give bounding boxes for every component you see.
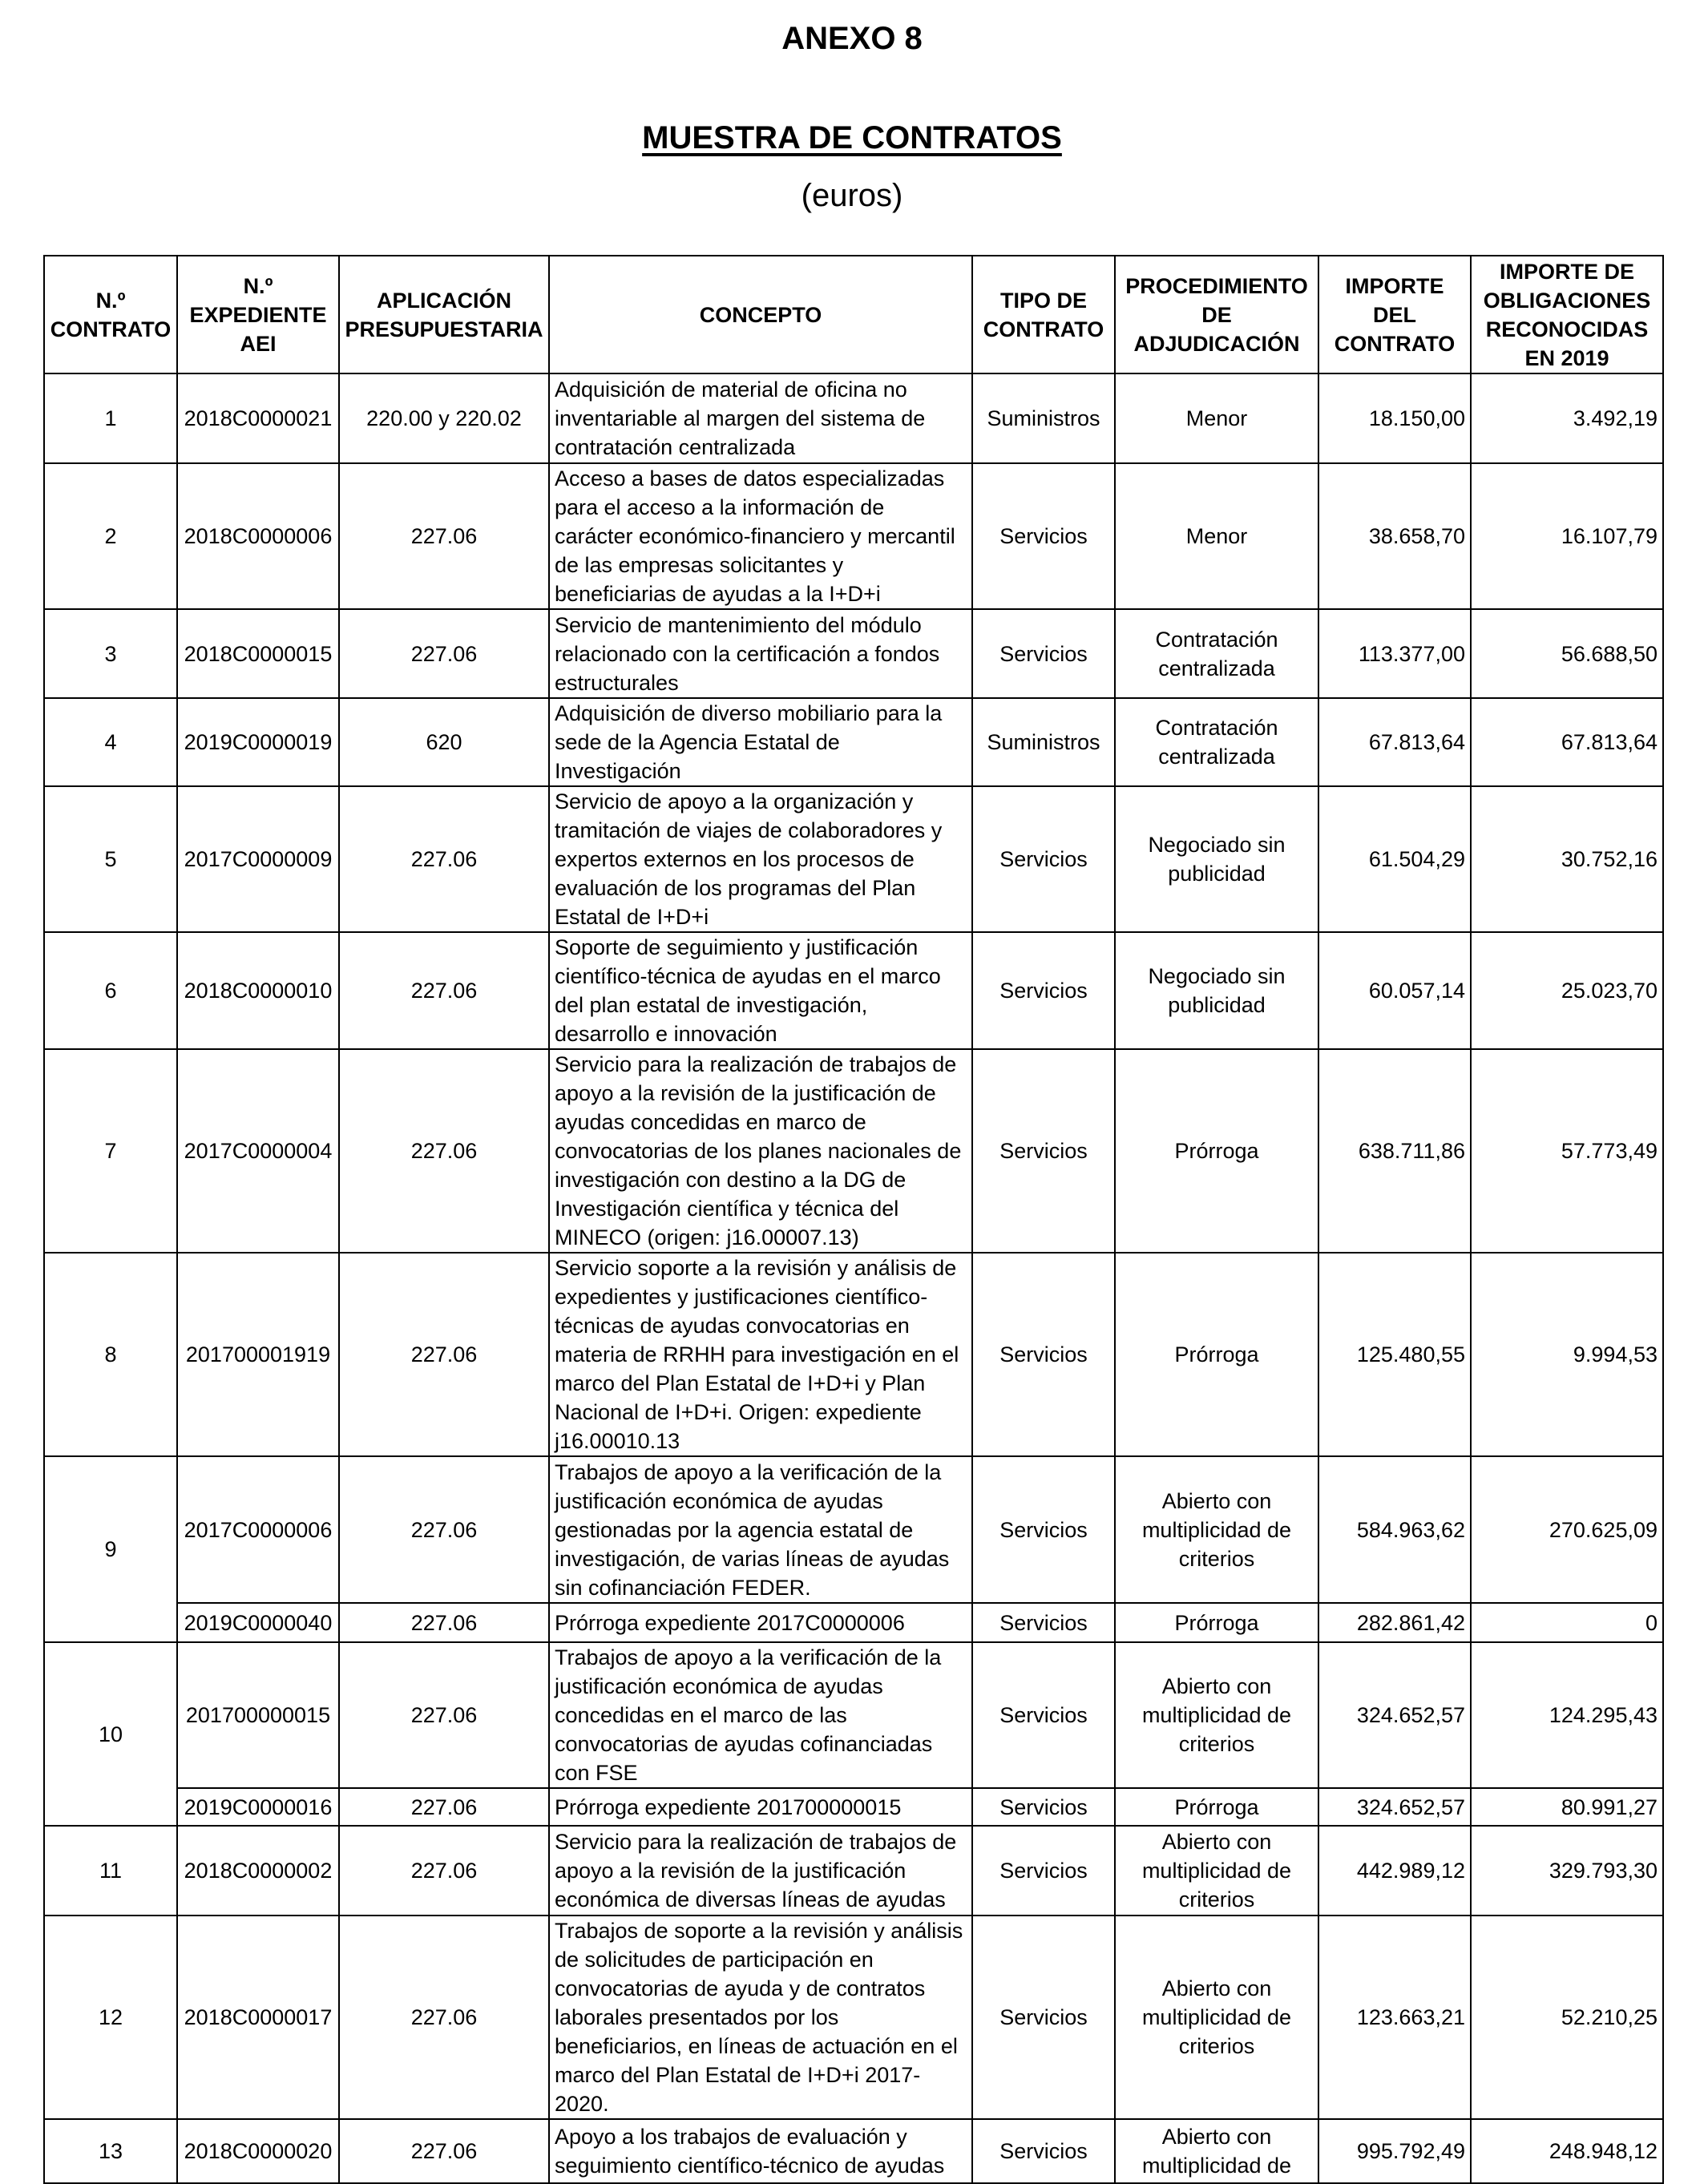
cell-contract-number: 13 (44, 2119, 177, 2183)
cell-importe: 67.813,64 (1318, 698, 1471, 786)
cell-tipo: Suministros (972, 373, 1115, 463)
cell-aplicacion: 227.06 (339, 1253, 549, 1456)
cell-procedimiento: Negociado sin publicidad (1115, 786, 1318, 932)
col-header-num: N.º CONTRATO (44, 256, 177, 373)
cell-expediente: 2018C0000021 (177, 373, 339, 463)
cell-expediente: 2019C0000040 (177, 1603, 339, 1642)
cell-concepto: Trabajos de apoyo a la verificación de la justificación económica de ayudas concedidas en el marco de las convocatorias de ayudas cofinanciadas con FSE (549, 1642, 972, 1788)
table-row (44, 1642, 1663, 1788)
cell-tipo: Servicios (972, 463, 1115, 609)
cell-procedimiento: Prórroga (1115, 1603, 1318, 1642)
cell-procedimiento: Menor (1115, 463, 1318, 609)
cell-tipo: Servicios (972, 1049, 1115, 1253)
table-row (44, 1603, 1663, 1642)
cell-concepto: Apoyo a los trabajos de evaluación y seguimiento científico-técnico de ayudas (549, 2119, 972, 2183)
cell-procedimiento: Negociado sin publicidad (1115, 932, 1318, 1049)
cell-tipo: Servicios (972, 2119, 1115, 2183)
cell-procedimiento: Prórroga (1115, 1049, 1318, 1253)
cell-aplicacion: 227.06 (339, 1603, 549, 1642)
table-row (44, 1456, 1663, 1603)
cell-tipo: Servicios (972, 1788, 1115, 1826)
cell-concepto: Prórroga expediente 201700000015 (549, 1788, 972, 1826)
cell-tipo: Servicios (972, 786, 1115, 932)
cell-expediente: 201700001919 (177, 1253, 339, 1456)
cell-obligaciones: 67.813,64 (1471, 698, 1663, 786)
cell-procedimiento: Prórroga (1115, 1253, 1318, 1456)
cell-tipo: Servicios (972, 932, 1115, 1049)
cell-expediente: 2019C0000019 (177, 698, 339, 786)
cell-aplicacion: 227.06 (339, 1788, 549, 1826)
cell-importe: 18.150,00 (1318, 373, 1471, 463)
cell-tipo: Servicios (972, 1456, 1115, 1603)
cell-obligaciones: 329.793,30 (1471, 1826, 1663, 1916)
cell-tipo: Servicios (972, 1642, 1115, 1788)
cell-concepto: Soporte de seguimiento y justificación científico-técnica de ayudas en el marco del plan estatal de investigación, desarrollo e innovación (549, 932, 972, 1049)
cell-aplicacion: 227.06 (339, 786, 549, 932)
cell-importe: 324.652,57 (1318, 1788, 1471, 1826)
cell-tipo: Suministros (972, 698, 1115, 786)
cell-aplicacion: 227.06 (339, 2119, 549, 2183)
page-subtitle: (euros) (801, 178, 903, 213)
cell-obligaciones: 9.994,53 (1471, 1253, 1663, 1456)
table-row (44, 463, 1663, 609)
table-row (44, 1788, 1663, 1826)
cell-obligaciones: 16.107,79 (1471, 463, 1663, 609)
cell-procedimiento: Contratación centralizada (1115, 698, 1318, 786)
table-row (44, 2119, 1663, 2183)
cell-importe: 584.963,62 (1318, 1456, 1471, 1603)
cell-importe: 38.658,70 (1318, 463, 1471, 609)
col-header-importe: IMPORTE DEL CONTRATO (1318, 256, 1471, 373)
cell-procedimiento: Abierto con multiplicidad de criterios (1115, 1642, 1318, 1788)
cell-obligaciones: 124.295,43 (1471, 1642, 1663, 1788)
cell-obligaciones: 0 (1471, 1603, 1663, 1642)
cell-expediente: 2017C0000009 (177, 786, 339, 932)
table-row (44, 1253, 1663, 1456)
contracts-table-container (43, 255, 1662, 2184)
cell-contract-number: 6 (44, 932, 177, 1049)
cell-procedimiento: Prórroga (1115, 1788, 1318, 1826)
cell-tipo: Servicios (972, 1826, 1115, 1916)
cell-obligaciones: 57.773,49 (1471, 1049, 1663, 1253)
cell-obligaciones: 30.752,16 (1471, 786, 1663, 932)
cell-expediente: 2018C0000010 (177, 932, 339, 1049)
cell-aplicacion: 227.06 (339, 463, 549, 609)
cell-importe: 638.711,86 (1318, 1049, 1471, 1253)
cell-contract-number: 4 (44, 698, 177, 786)
cell-concepto: Prórroga expediente 2017C0000006 (549, 1603, 972, 1642)
cell-expediente: 201700000015 (177, 1642, 339, 1788)
cell-importe: 324.652,57 (1318, 1642, 1471, 1788)
cell-expediente: 2018C0000002 (177, 1826, 339, 1916)
cell-contract-number: 7 (44, 1049, 177, 1253)
col-header-expediente: N.º EXPEDIENTE AEI (177, 256, 339, 373)
table-row (44, 932, 1663, 1049)
cell-contract-number: 1 (44, 373, 177, 463)
col-header-tipo: TIPO DE CONTRATO (972, 256, 1115, 373)
cell-expediente: 2018C0000020 (177, 2119, 339, 2183)
cell-contract-number: 2 (44, 463, 177, 609)
cell-procedimiento: Menor (1115, 373, 1318, 463)
table-header-row (44, 256, 1663, 373)
cell-procedimiento: Abierto con multiplicidad de (1115, 2119, 1318, 2183)
cell-aplicacion: 227.06 (339, 1916, 549, 2119)
cell-aplicacion: 227.06 (339, 1049, 549, 1253)
col-header-procedimiento: PROCEDIMIENTO DE ADJUDICACIÓN (1115, 256, 1318, 373)
cell-concepto: Servicio de apoyo a la organización y tramitación de viajes de colaboradores y expertos externos en los procesos de evaluación de los programas del Plan Estatal de I+D+i (549, 786, 972, 932)
cell-concepto: Servicio soporte a la revisión y análisis de expedientes y justificaciones científico-técnicas de ayudas convocatorias en materia de RRHH para investigación en el marco del Plan Estatal de I+D+i y Plan Nacional de I+D+i. Origen: expediente j16.00010.13 (549, 1253, 972, 1456)
cell-concepto: Acceso a bases de datos especializadas para el acceso a la información de carácter económico-financiero y mercantil de las empresas solicitantes y beneficiarias de ayudas a la I+D+i (549, 463, 972, 609)
cell-expediente: 2017C0000004 (177, 1049, 339, 1253)
cell-expediente: 2019C0000016 (177, 1788, 339, 1826)
cell-contract-number: 9 (44, 1456, 177, 1642)
cell-contract-number: 11 (44, 1826, 177, 1916)
cell-tipo: Servicios (972, 1603, 1115, 1642)
cell-importe: 60.057,14 (1318, 932, 1471, 1049)
cell-concepto: Trabajos de soporte a la revisión y análisis de solicitudes de participación en convocatorias de ayuda y de contratos laborales presentados por los beneficiarios, en líneas de actuación en el marco del Plan Estatal de I+D+i 2017-2020. (549, 1916, 972, 2119)
cell-procedimiento: Contratación centralizada (1115, 609, 1318, 698)
cell-obligaciones: 52.210,25 (1471, 1916, 1663, 2119)
cell-tipo: Servicios (972, 1253, 1115, 1456)
cell-aplicacion: 227.06 (339, 1642, 549, 1788)
cell-expediente: 2018C0000017 (177, 1916, 339, 2119)
cell-aplicacion: 227.06 (339, 1826, 549, 1916)
cell-obligaciones: 3.492,19 (1471, 373, 1663, 463)
cell-contract-number: 12 (44, 1916, 177, 2119)
cell-tipo: Servicios (972, 609, 1115, 698)
col-header-concepto: CONCEPTO (549, 256, 972, 373)
table-row (44, 1049, 1663, 1253)
cell-expediente: 2018C0000006 (177, 463, 339, 609)
cell-importe: 282.861,42 (1318, 1603, 1471, 1642)
cell-contract-number: 3 (44, 609, 177, 698)
cell-concepto: Servicio de mantenimiento del módulo relacionado con la certificación a fondos estructurales (549, 609, 972, 698)
cell-importe: 125.480,55 (1318, 1253, 1471, 1456)
cell-importe: 61.504,29 (1318, 786, 1471, 932)
cell-aplicacion: 227.06 (339, 932, 549, 1049)
cell-procedimiento: Abierto con multiplicidad de criterios (1115, 1456, 1318, 1603)
cell-procedimiento: Abierto con multiplicidad de criterios (1115, 1916, 1318, 2119)
contracts-table (43, 255, 1664, 2184)
cell-expediente: 2018C0000015 (177, 609, 339, 698)
cell-importe: 442.989,12 (1318, 1826, 1471, 1916)
cell-obligaciones: 56.688,50 (1471, 609, 1663, 698)
cell-obligaciones: 25.023,70 (1471, 932, 1663, 1049)
cell-concepto: Adquisición de material de oficina no inventariable al margen del sistema de contratación centralizada (549, 373, 972, 463)
table-body (44, 373, 1663, 2183)
cell-obligaciones: 80.991,27 (1471, 1788, 1663, 1826)
cell-obligaciones: 270.625,09 (1471, 1456, 1663, 1603)
table-row (44, 373, 1663, 463)
cell-contract-number: 8 (44, 1253, 177, 1456)
cell-obligaciones: 248.948,12 (1471, 2119, 1663, 2183)
cell-procedimiento: Abierto con multiplicidad de criterios (1115, 1826, 1318, 1916)
cell-aplicacion: 227.06 (339, 1456, 549, 1603)
table-row (44, 609, 1663, 698)
cell-contract-number: 5 (44, 786, 177, 932)
cell-concepto: Adquisición de diverso mobiliario para la sede de la Agencia Estatal de Investigación (549, 698, 972, 786)
cell-expediente: 2017C0000006 (177, 1456, 339, 1603)
page-title: MUESTRA DE CONTRATOS (642, 120, 1062, 155)
table-row (44, 1826, 1663, 1916)
cell-aplicacion: 227.06 (339, 609, 549, 698)
annex-label: ANEXO 8 (781, 21, 923, 56)
cell-aplicacion: 220.00 y 220.02 (339, 373, 549, 463)
col-header-obligaciones: IMPORTE DE OBLIGACIONES RECONOCIDAS EN 2019 (1471, 256, 1663, 373)
cell-concepto: Trabajos de apoyo a la verificación de la justificación económica de ayudas gestionadas por la agencia estatal de investigación, de varias líneas de ayudas sin cofinanciación FEDER. (549, 1456, 972, 1603)
col-header-aplicacion: APLICACIÓN PRESUPUESTARIA (339, 256, 549, 373)
cell-aplicacion: 620 (339, 698, 549, 786)
cell-tipo: Servicios (972, 1916, 1115, 2119)
cell-concepto: Servicio para la realización de trabajos de apoyo a la revisión de la justificación de ayudas concedidas en marco de convocatorias de los planes nacionales de investigación con destino a la DG de Investigación científica y técnica del MINECO (origen: j16.00007.13) (549, 1049, 972, 1253)
table-row (44, 1916, 1663, 2119)
table-row (44, 698, 1663, 786)
cell-importe: 995.792,49 (1318, 2119, 1471, 2183)
cell-contract-number: 10 (44, 1642, 177, 1826)
cell-importe: 113.377,00 (1318, 609, 1471, 698)
table-row (44, 786, 1663, 932)
cell-importe: 123.663,21 (1318, 1916, 1471, 2119)
cell-concepto: Servicio para la realización de trabajos de apoyo a la revisión de la justificación económica de diversas líneas de ayudas (549, 1826, 972, 1916)
